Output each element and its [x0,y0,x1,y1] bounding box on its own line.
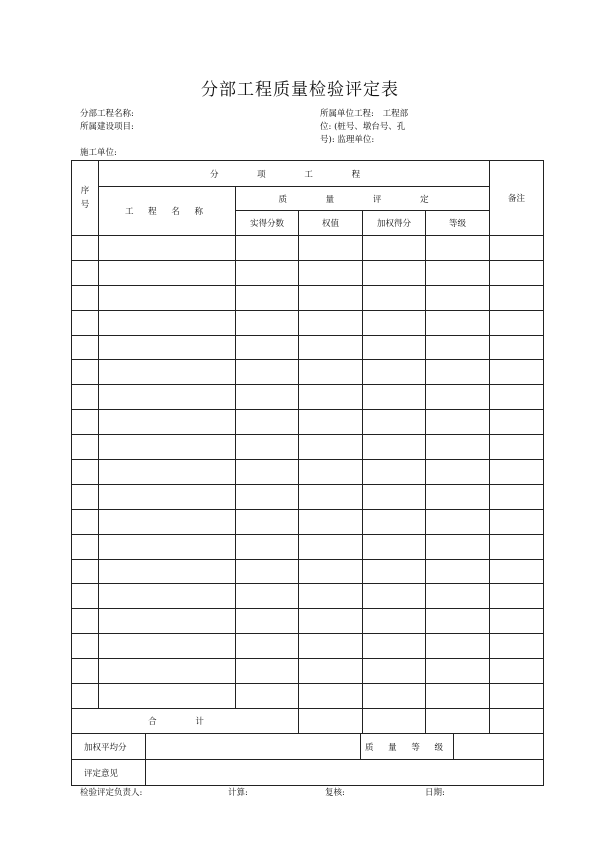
table-row [72,484,544,509]
seq-cell[interactable] [72,559,99,584]
weight-cell[interactable] [299,584,363,609]
weighted-score-cell[interactable] [363,634,426,659]
seq-cell[interactable] [72,236,99,261]
item-name-cell[interactable] [99,534,236,559]
table-row [72,509,544,534]
actual-score-cell[interactable] [236,659,299,684]
item-name-cell[interactable] [99,634,236,659]
table-row [72,385,544,410]
table-row [72,435,544,460]
actual-score-cell[interactable] [236,236,299,261]
weight-cell[interactable] [299,659,363,684]
weight-cell[interactable] [299,410,363,435]
seq-cell[interactable] [72,335,99,360]
grade-cell[interactable] [426,460,490,485]
subproject-name-label: 分部工程名称: [80,109,134,119]
table-row [72,584,544,609]
item-name-cell[interactable] [99,260,236,285]
item-name-cell[interactable] [99,484,236,509]
actual-score-cell[interactable] [236,285,299,310]
construction-project-label: 所属建设项目: [80,122,134,132]
quality-group-header: 质 量 评 定 [236,187,490,211]
opinion-label: 评定意见 [72,760,146,786]
grade-cell[interactable] [426,584,490,609]
weighted-score-cell[interactable] [363,310,426,335]
remarks-cell[interactable] [490,410,544,435]
grade-cell[interactable] [426,435,490,460]
item-name-cell[interactable] [99,659,236,684]
actual-score-cell[interactable] [236,484,299,509]
grade-cell[interactable] [426,659,490,684]
table-row [72,609,544,634]
item-name-cell[interactable] [99,584,236,609]
weight-cell[interactable] [299,634,363,659]
remarks-cell[interactable] [490,634,544,659]
weighted-score-cell[interactable] [363,385,426,410]
total-cell[interactable] [299,708,363,733]
actual-score-cell[interactable] [236,335,299,360]
grade-cell[interactable] [426,509,490,534]
table-row [72,410,544,435]
table-row [72,360,544,385]
weight-cell[interactable] [299,435,363,460]
actual-score-cell[interactable] [236,385,299,410]
seq-cell[interactable] [72,285,99,310]
seq-header-top: 序 [80,186,90,196]
evaluation-footer-table [71,733,544,786]
table-row [72,260,544,285]
weight-cell[interactable] [299,534,363,559]
weighted-score-cell[interactable] [363,260,426,285]
table-row [72,659,544,684]
grade-cell[interactable] [426,310,490,335]
grade-cell[interactable] [426,634,490,659]
remarks-cell[interactable] [490,360,544,385]
remarks-cell[interactable] [490,285,544,310]
weighted-avg-value[interactable] [146,734,361,760]
table-row [72,534,544,559]
item-name-cell[interactable] [99,559,236,584]
seq-cell[interactable] [72,484,99,509]
table-row [72,460,544,485]
seq-header [72,161,99,236]
item-name-cell[interactable] [99,236,236,261]
remarks-cell[interactable] [490,385,544,410]
weighted-score-cell[interactable] [363,285,426,310]
remarks-cell[interactable] [490,335,544,360]
actual-score-cell[interactable] [236,634,299,659]
table-row [72,285,544,310]
weighted-score-cell[interactable] [363,360,426,385]
seq-cell[interactable] [72,684,99,709]
weight-cell[interactable] [299,385,363,410]
item-name-cell[interactable] [99,684,236,709]
item-name-cell[interactable] [99,310,236,335]
unit-project-label-text: 所属单位工程: [320,109,374,119]
actual-score-cell[interactable] [236,310,299,335]
table-row [72,310,544,335]
actual-score-cell[interactable] [236,609,299,634]
weighted-score-cell[interactable] [363,410,426,435]
table-row [72,684,544,709]
weighted-score-cell[interactable] [363,236,426,261]
grade-cell[interactable] [426,684,490,709]
weighted-score-cell[interactable] [363,584,426,609]
remarks-cell[interactable] [490,435,544,460]
table-row [72,335,544,360]
remarks-cell[interactable] [490,509,544,534]
remarks-cell[interactable] [490,609,544,634]
item-name-cell[interactable] [99,410,236,435]
remarks-cell[interactable] [490,534,544,559]
remarks-cell[interactable] [490,484,544,509]
actual-score-cell[interactable] [236,534,299,559]
weight-cell[interactable] [299,484,363,509]
total-cell[interactable] [490,708,544,733]
seq-cell[interactable] [72,584,99,609]
quality-grade-value[interactable] [454,734,544,760]
actual-score-cell[interactable] [236,410,299,435]
seq-header-bottom: 号 [80,200,90,210]
grade-cell[interactable] [426,609,490,634]
signature-inspector: 检验评定负责人: [80,788,143,798]
signature-date: 日期: [425,788,445,798]
item-name-cell[interactable] [99,385,236,410]
grade-cell[interactable] [426,410,490,435]
col-weighted-score: 加权得分 [363,211,426,236]
total-cell[interactable] [363,708,426,733]
actual-score-cell[interactable] [236,435,299,460]
seq-cell[interactable] [72,659,99,684]
total-cell[interactable] [426,708,490,733]
col-weight: 权值 [299,211,363,236]
seq-cell[interactable] [72,385,99,410]
actual-score-cell[interactable] [236,584,299,609]
col-actual-score: 实得分数 [236,211,299,236]
seq-cell[interactable] [72,310,99,335]
supervision-line: 号): 监理单位: [320,135,375,145]
weight-cell[interactable] [299,335,363,360]
remarks-header: 备注 [490,161,544,236]
seq-cell[interactable] [72,410,99,435]
item-name-cell[interactable] [99,435,236,460]
grade-cell[interactable] [426,534,490,559]
item-name-cell[interactable] [99,335,236,360]
grade-cell[interactable] [426,385,490,410]
weighted-score-cell[interactable] [363,435,426,460]
weight-cell[interactable] [299,285,363,310]
seq-cell[interactable] [72,509,99,534]
actual-score-cell[interactable] [236,360,299,385]
grade-cell[interactable] [426,236,490,261]
seq-cell[interactable] [72,634,99,659]
weight-cell[interactable] [299,360,363,385]
weight-cell[interactable] [299,509,363,534]
table-row [72,634,544,659]
item-name-cell[interactable] [99,285,236,310]
unit-project-label [320,108,408,120]
actual-score-cell[interactable] [236,260,299,285]
signature-calculator: 计算: [228,788,248,798]
weighted-score-cell[interactable] [363,509,426,534]
weight-cell[interactable] [299,260,363,285]
weighted-avg-label: 加权平均分 [72,734,146,760]
grade-cell[interactable] [426,360,490,385]
weight-cell[interactable] [299,684,363,709]
contractor-label: 施工单位: [80,148,117,158]
item-name-cell[interactable] [99,509,236,534]
actual-score-cell[interactable] [236,509,299,534]
item-name-cell[interactable] [99,609,236,634]
seq-cell[interactable] [72,534,99,559]
weight-cell[interactable] [299,559,363,584]
remarks-cell[interactable] [490,236,544,261]
total-label: 合 计 [72,708,299,733]
page-title: 分部工程质量检验评定表 [201,80,399,100]
weighted-score-cell[interactable] [363,335,426,360]
table-row [72,559,544,584]
weight-cell[interactable] [299,310,363,335]
weighted-score-cell[interactable] [363,659,426,684]
actual-score-cell[interactable] [236,460,299,485]
seq-cell[interactable] [72,360,99,385]
unit-project-value: 工程部 [382,109,409,119]
seq-cell[interactable] [72,460,99,485]
col-grade: 等级 [426,211,490,236]
remarks-cell[interactable] [490,260,544,285]
opinion-value[interactable] [146,760,544,786]
quality-grade-label: 质 量 等 级 [361,734,454,760]
remarks-cell[interactable] [490,559,544,584]
remarks-cell[interactable] [490,584,544,609]
item-name-cell[interactable] [99,460,236,485]
seq-cell[interactable] [72,260,99,285]
weighted-score-cell[interactable] [363,559,426,584]
signature-reviewer: 复核: [325,788,345,798]
grade-cell[interactable] [426,335,490,360]
weighted-score-cell[interactable] [363,484,426,509]
position-line: 位: (桩号、墩台号、孔 [320,122,406,132]
weighted-score-cell[interactable] [363,684,426,709]
actual-score-cell[interactable] [236,684,299,709]
table-row [72,236,544,261]
seq-cell[interactable] [72,435,99,460]
weight-cell[interactable] [299,460,363,485]
item-name-header: 工 程 名 称 [99,187,236,236]
weight-cell[interactable] [299,236,363,261]
remarks-cell[interactable] [490,659,544,684]
weighted-score-cell[interactable] [363,534,426,559]
remarks-cell[interactable] [490,310,544,335]
grade-cell[interactable] [426,285,490,310]
weighted-score-cell[interactable] [363,609,426,634]
evaluation-table [71,160,544,734]
weighted-score-cell[interactable] [363,460,426,485]
weight-cell[interactable] [299,609,363,634]
item-group-header: 分 项 工 程 [99,161,490,187]
grade-cell[interactable] [426,484,490,509]
grade-cell[interactable] [426,559,490,584]
seq-cell[interactable] [72,609,99,634]
remarks-cell[interactable] [490,684,544,709]
item-name-cell[interactable] [99,360,236,385]
grade-cell[interactable] [426,260,490,285]
actual-score-cell[interactable] [236,559,299,584]
remarks-cell[interactable] [490,460,544,485]
